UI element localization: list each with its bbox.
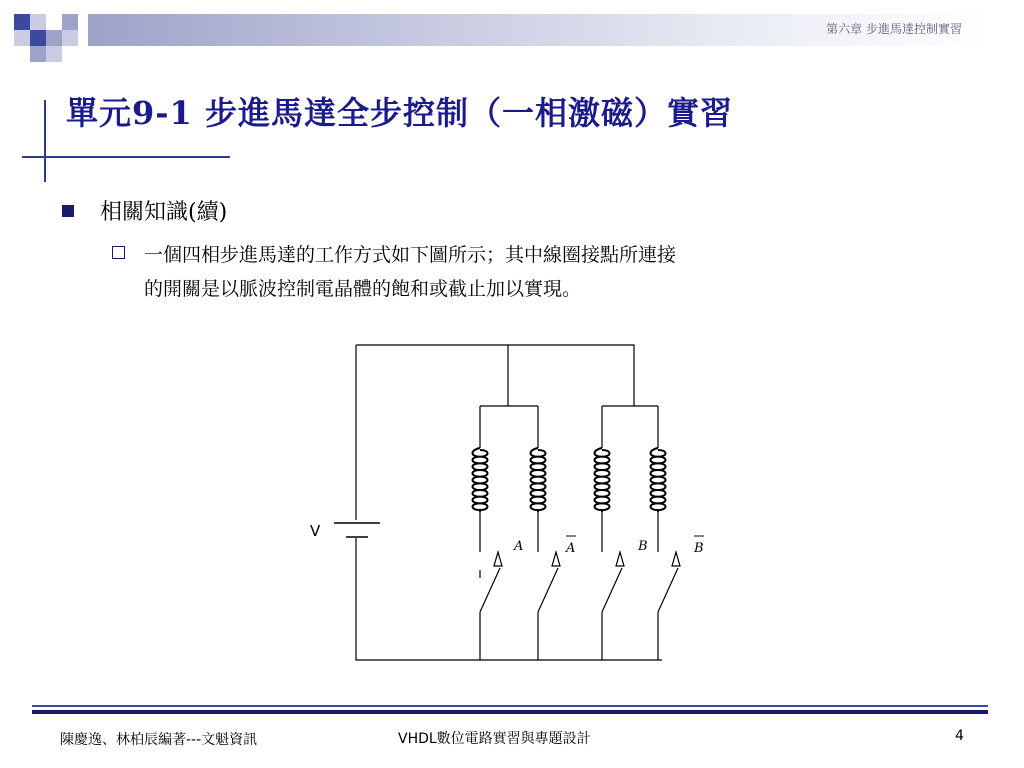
switch-b-contact-icon xyxy=(616,552,624,566)
stepper-motor-circuit-diagram xyxy=(300,330,704,670)
coil-b-icon xyxy=(595,448,610,512)
switch-label-a-bar: A xyxy=(566,541,576,556)
title-divider-vertical xyxy=(44,100,46,182)
switch-a-bar-blade xyxy=(538,568,558,612)
switch-a-contact-icon xyxy=(494,552,502,566)
coil-b-bar-icon xyxy=(651,448,666,512)
filled-square-bullet-icon xyxy=(62,205,74,217)
coil-a-bar-icon xyxy=(531,448,546,512)
coil-a-icon xyxy=(473,448,488,512)
switch-b-blade xyxy=(602,568,622,612)
switch-a-blade xyxy=(480,568,500,612)
switch-a-bar-contact-icon xyxy=(552,552,560,566)
slide-title: 單元9-1 步進馬達全步控制（一相激磁）實習 xyxy=(66,94,733,132)
footer-rule-thick xyxy=(32,710,988,714)
sub-bullet-text xyxy=(144,238,944,306)
switch-label-b-bar: B xyxy=(694,541,704,556)
footer-book-title: VHDL數位電路實習與專題設計 xyxy=(398,731,591,747)
switch-b-bar-blade xyxy=(658,568,678,612)
page-number: 4 xyxy=(955,728,964,744)
switch-b-bar-contact-icon xyxy=(672,552,680,566)
main-bullet-text: 相關知識(續) xyxy=(100,200,228,225)
footer-rule-thin xyxy=(32,705,988,707)
chapter-title: 第六章 步進馬達控制實習 xyxy=(826,22,962,36)
bottom-wire xyxy=(356,538,662,660)
main-bullet xyxy=(62,195,227,226)
title-divider-horizontal xyxy=(22,156,230,158)
switch-label-a: A xyxy=(514,539,524,554)
switch-label-b: B xyxy=(638,539,648,554)
footer-authors: 陳慶逸、林柏辰編著---文魁資訊 xyxy=(60,732,258,748)
hollow-square-bullet-icon xyxy=(112,246,125,259)
voltage-source-label: V xyxy=(310,522,321,540)
sub-bullet-line-2: 的開關是以脈波控制電晶體的飽和或截止加以實現。 xyxy=(144,278,582,300)
top-wire xyxy=(356,345,634,375)
sub-bullet-line-1: 一個四相步進馬達的工作方式如下圖所示；其中線圈接點所連接 xyxy=(144,244,677,266)
